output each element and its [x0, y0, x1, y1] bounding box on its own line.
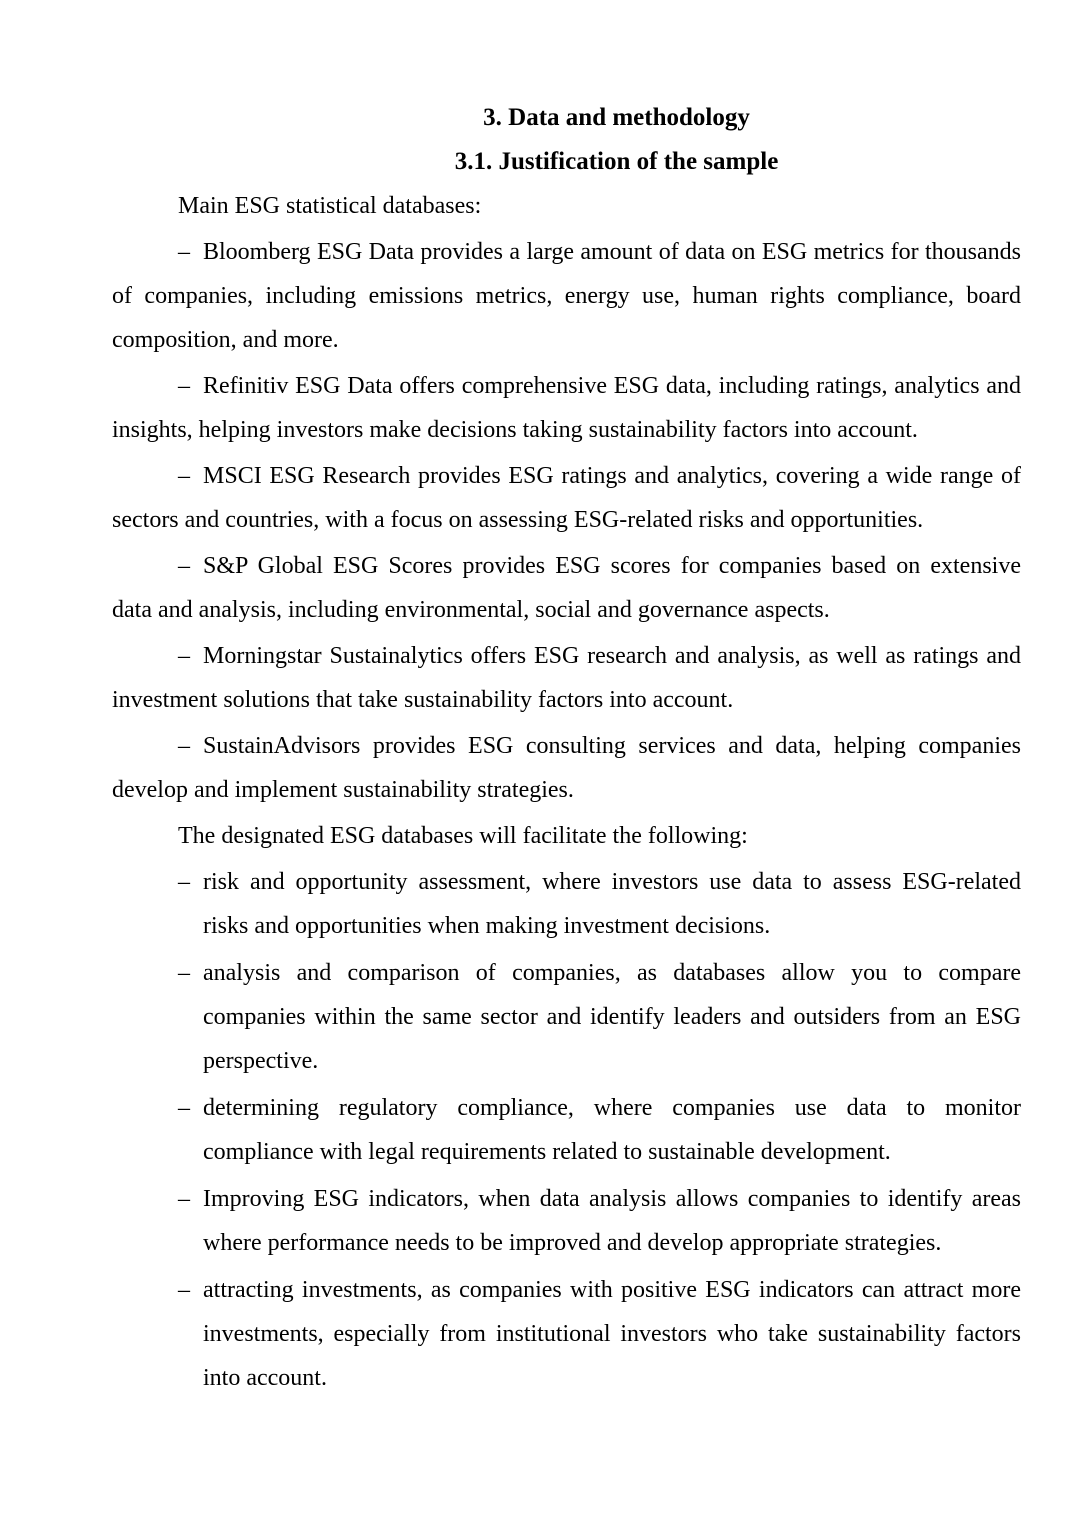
database-item	[112, 230, 1021, 362]
databases-intro: Main ESG statistical databases:	[178, 193, 482, 219]
database-item-text: S&P Global ESG Scores provides ESG scores for companies based on extensive data and analysis, including environmental, social and governance aspects.	[112, 553, 1021, 623]
dash-marker: –	[178, 239, 190, 265]
database-item	[112, 364, 1021, 452]
database-item-text: Refinitiv ESG Data offers comprehensive ESG data, including ratings, analytics and insights, helping investors make decisions taking sustainability factors into account.	[112, 373, 1021, 443]
list-item	[112, 1268, 1021, 1400]
database-item-text: Morningstar Sustainalytics offers ESG research and analysis, as well as ratings and investment solutions that take sustainability factors into account.	[112, 643, 1021, 713]
facilitate-list	[112, 860, 1021, 1400]
dash-marker: –	[178, 373, 190, 399]
subsection-title: 3.1. Justification of the sample	[454, 148, 779, 175]
database-item	[112, 454, 1021, 542]
database-item-text: MSCI ESG Research provides ESG ratings and analytics, covering a wide range of sectors and countries, with a focus on assessing ESG-related risks and opportunities.	[112, 463, 1021, 533]
facilitate-intro: The designated ESG databases will facilitate the following:	[178, 823, 748, 849]
list-item-text: attracting investments, as companies with positive ESG indicators can attract more investments, especially from institutional investors who take sustainability factors into account.	[203, 1277, 1021, 1391]
list-item	[112, 1177, 1021, 1265]
list-item	[112, 860, 1021, 948]
database-item	[112, 544, 1021, 632]
database-item	[112, 724, 1021, 812]
dash-marker: –	[178, 1277, 190, 1303]
dash-marker: –	[178, 869, 190, 895]
list-item-text: risk and opportunity assessment, where investors use data to assess ESG-related risks and opportunities when making investment decisions.	[203, 869, 1021, 939]
list-item	[112, 1086, 1021, 1174]
list-item-text: determining regulatory compliance, where companies use data to monitor compliance with legal requirements related to sustainable development.	[203, 1095, 1021, 1165]
dash-marker: –	[178, 553, 190, 579]
list-item-text: Improving ESG indicators, when data analysis allows companies to identify areas where performance needs to be improved and develop appropriate strategies.	[203, 1186, 1021, 1256]
dash-marker: –	[178, 1186, 190, 1212]
dash-marker: –	[178, 643, 190, 669]
dash-marker: –	[178, 733, 190, 759]
database-item	[112, 634, 1021, 722]
list-item	[112, 951, 1021, 1083]
dash-marker: –	[178, 960, 190, 986]
database-item-text: SustainAdvisors provides ESG consulting services and data, helping companies develop and implement sustainability strategies.	[112, 733, 1021, 803]
document-page	[112, 96, 1021, 1403]
dash-marker: –	[178, 463, 190, 489]
section-title: 3. Data and methodology	[483, 104, 750, 131]
database-item-text: Bloomberg ESG Data provides a large amount of data on ESG metrics for thousands of companies, including emissions metrics, energy use, human rights compliance, board composition, and more.	[112, 239, 1021, 353]
dash-marker: –	[178, 1095, 190, 1121]
list-item-text: analysis and comparison of companies, as databases allow you to compare companies within the same sector and identify leaders and outsiders from an ESG perspective.	[203, 960, 1021, 1074]
